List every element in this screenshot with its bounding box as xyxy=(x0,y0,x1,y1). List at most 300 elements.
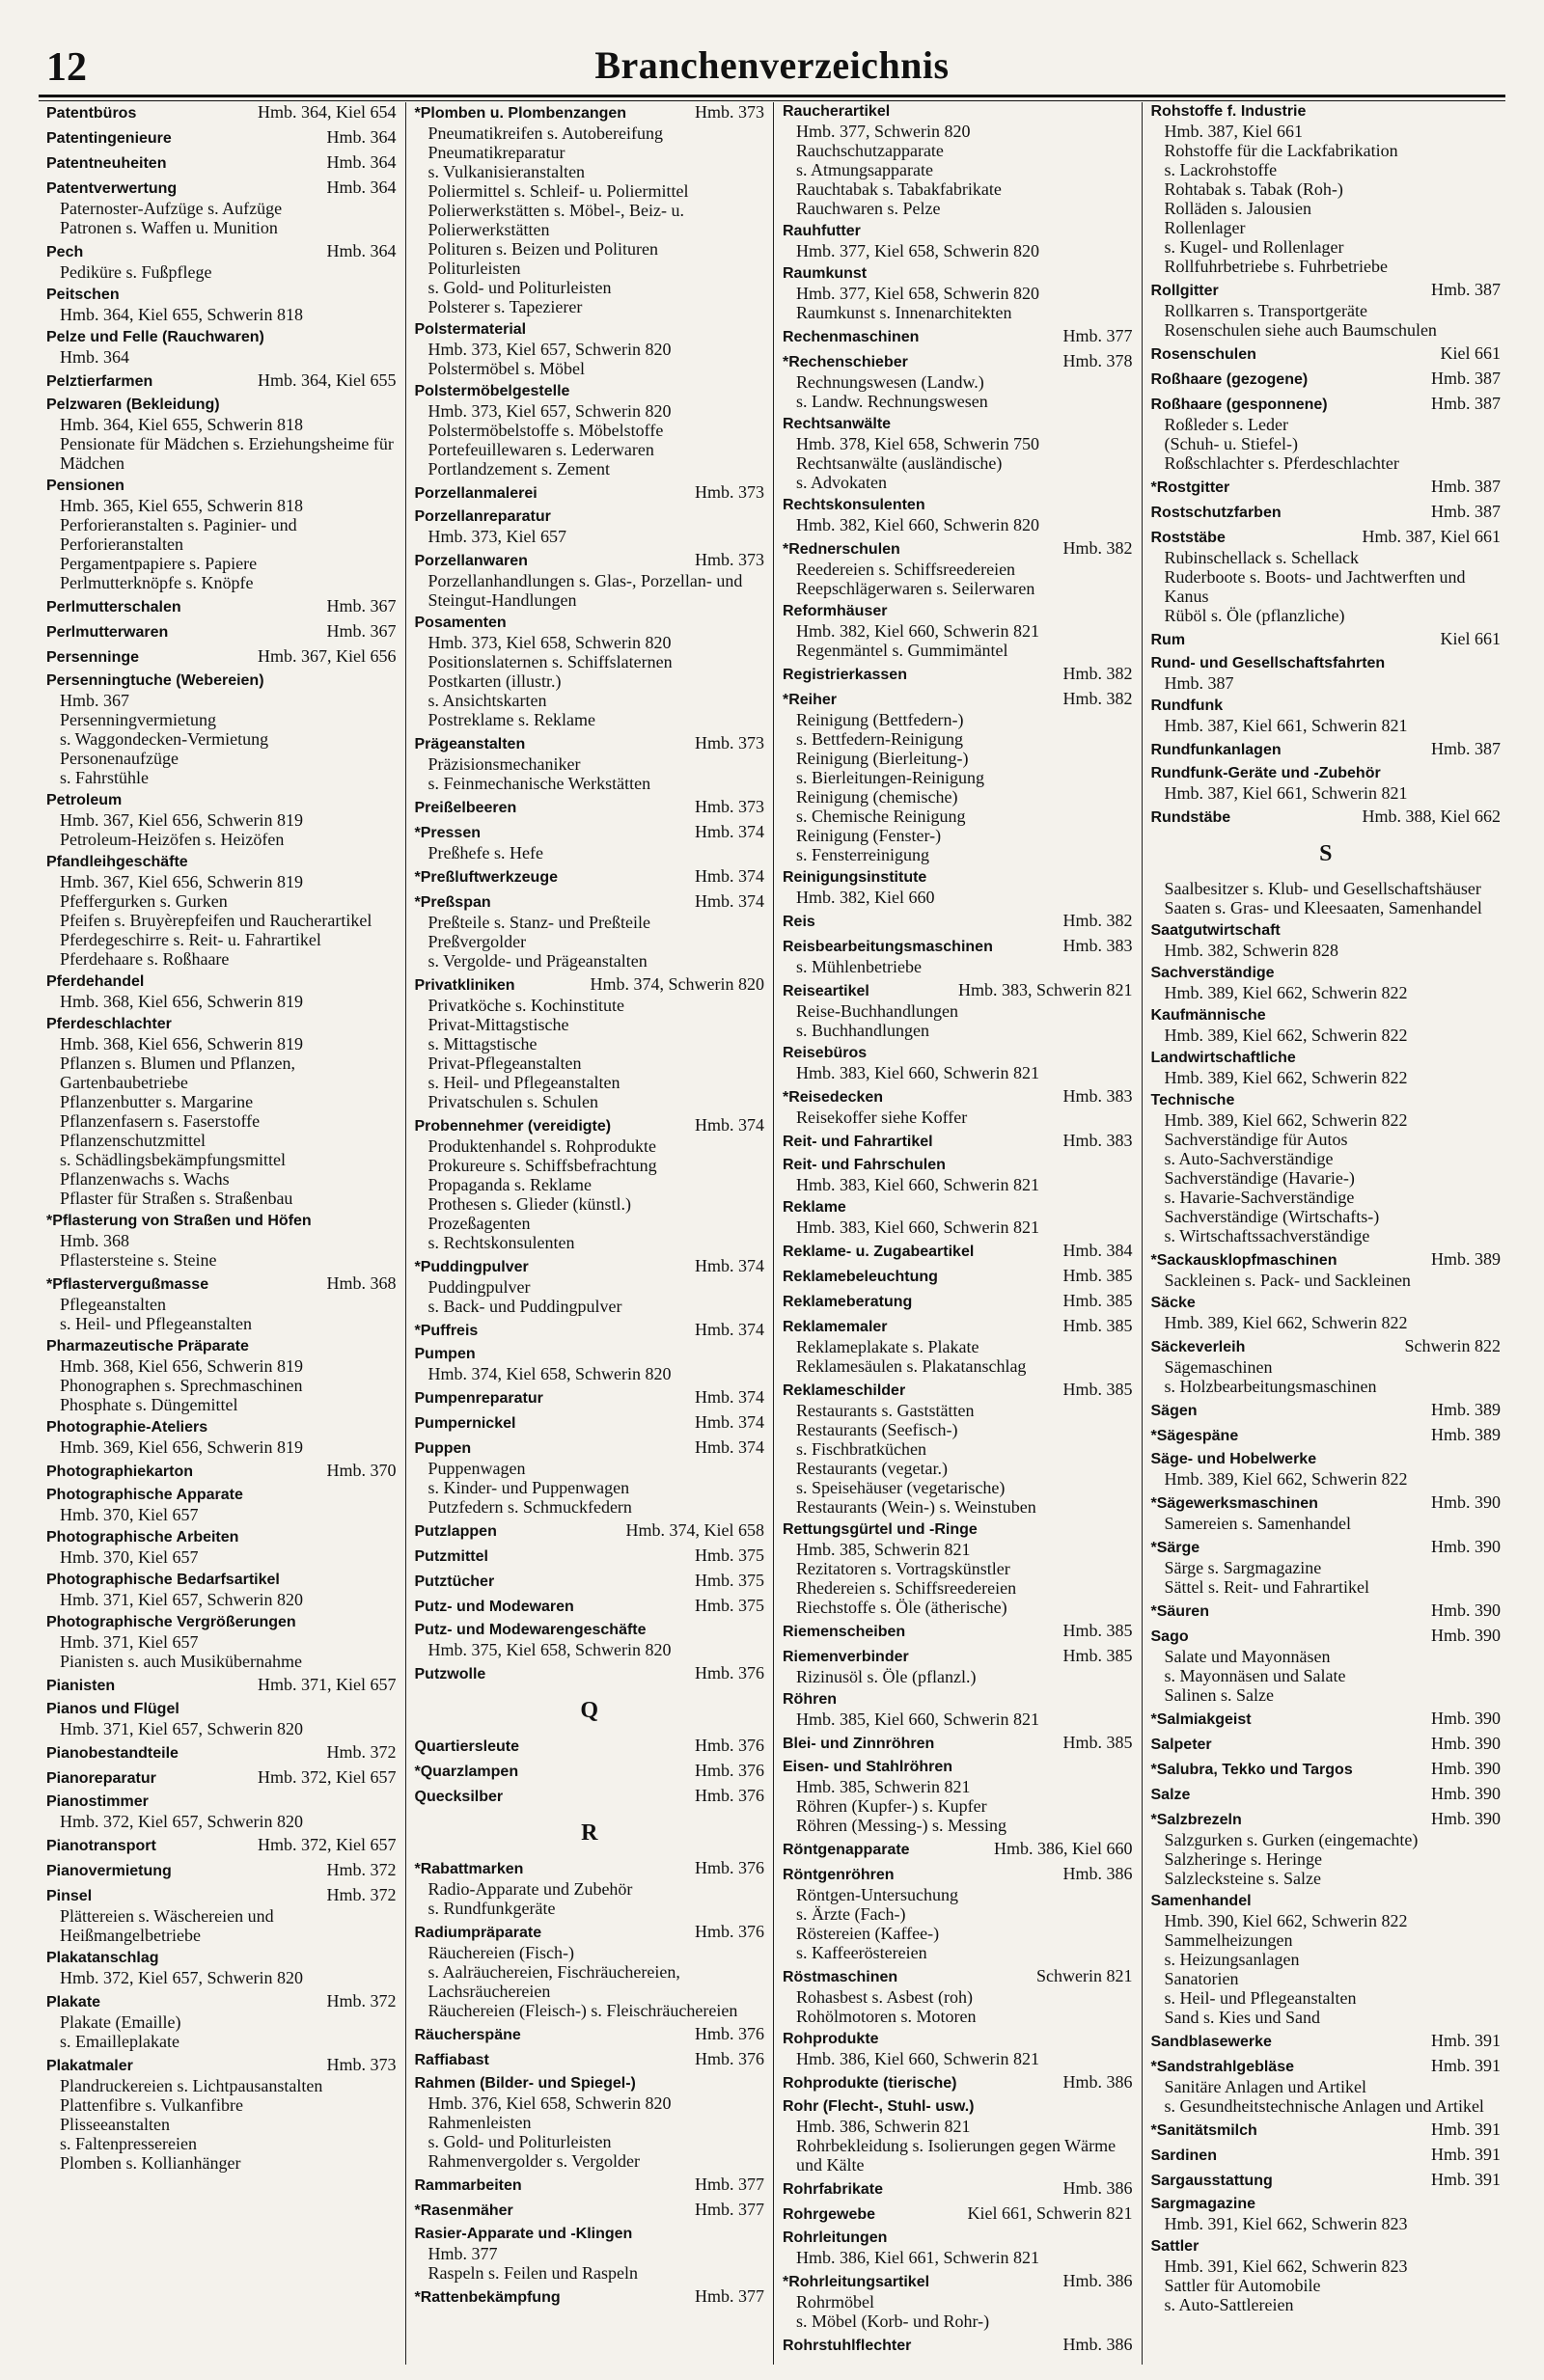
directory-entry xyxy=(415,2225,765,2283)
entry-heading: Reklamemaler xyxy=(783,1319,888,1335)
entry-heading-line xyxy=(415,507,765,527)
entry-heading: *Rechenschieber xyxy=(783,354,908,370)
entry-line: Pflanzenschutzmittel xyxy=(60,1131,206,1150)
entry-line: s. Heil- und Pflegeanstalten xyxy=(1164,1988,1357,2008)
directory-entry xyxy=(415,1520,765,1542)
entry-heading-line xyxy=(783,911,1133,932)
entry-heading: *Pflastervergußmasse xyxy=(46,1276,209,1293)
directory-entry xyxy=(415,891,765,971)
entry-line: s. Feinmechanische Werkstätten xyxy=(427,774,651,793)
entry-line: Pflanzenbutter s. Margarine xyxy=(60,1092,254,1111)
directory-entry xyxy=(1151,2195,1502,2233)
entry-line: Privat-Pflegeanstalten xyxy=(427,1053,582,1073)
entry-reference: Hmb. 374 xyxy=(695,891,764,911)
entry-reference: Hmb. 376 xyxy=(695,1761,764,1780)
entry-heading: Sattler xyxy=(1150,2238,1199,2255)
entry-line: s. Aalräuchereien, Fischräuchereien, Lachsräuchereien xyxy=(427,1962,680,2001)
entry-line: Reise-Buchhandlungen xyxy=(796,1001,958,1021)
entry-reference: Hmb. 391 xyxy=(1431,2145,1501,2164)
entry-heading-line xyxy=(783,1839,1133,1860)
entry-line: Hmb. 382, Kiel 660, Schwerin 820 xyxy=(796,515,1039,534)
entry-heading: Rollgitter xyxy=(1150,283,1219,299)
entry-heading: Röhren xyxy=(783,1691,837,1708)
page-title: Branchenverzeichnis xyxy=(594,43,950,87)
directory-entry xyxy=(1151,1425,1502,1446)
directory-entry xyxy=(46,1860,397,1881)
directory-entry xyxy=(783,980,1133,1040)
directory-entry xyxy=(415,1115,765,1252)
entry-line: Hmb. 374, Kiel 658, Schwerin 820 xyxy=(427,1364,672,1383)
entry-reference: Hmb. 390 xyxy=(1431,1492,1501,1512)
entry-heading: *Sägespäne xyxy=(1150,1428,1239,1444)
entry-reference: Hmb. 372 xyxy=(326,1991,397,2011)
entry-line: Prothesen s. Glieder (künstl.) xyxy=(427,1194,631,1214)
entry-heading-line xyxy=(783,1044,1133,1063)
directory-entry xyxy=(783,1131,1133,1152)
entry-heading: Porzellanwaren xyxy=(414,553,528,569)
entry-reference: Hmb. 374, Kiel 658 xyxy=(625,1520,764,1540)
directory-entry xyxy=(46,1700,397,1738)
entry-heading-line xyxy=(1151,394,1502,415)
entry-line: (Schuh- u. Stiefel-) xyxy=(1164,434,1298,453)
entry-reference: Hmb. 375 xyxy=(695,1596,764,1615)
entry-line: Pneumatikreifen s. Autobereifung xyxy=(427,123,663,143)
directory-entry xyxy=(1151,280,1502,340)
entry-heading-line xyxy=(783,1086,1133,1108)
entry-heading: Reklame- u. Zugabeartikel xyxy=(783,1244,975,1260)
directory-entry xyxy=(1151,2056,1502,2116)
entry-heading-line xyxy=(415,1345,765,1364)
directory-entry xyxy=(415,2074,765,2171)
entry-line: Rahmenleisten xyxy=(427,2113,532,2132)
entry-heading-line xyxy=(415,2049,765,2070)
entry-reference: Hmb. 387 xyxy=(1431,394,1501,413)
entry-heading: Rohr (Flecht-, Stuhl- usw.) xyxy=(783,2098,975,2115)
directory-entry xyxy=(1151,807,1502,828)
directory-entry xyxy=(46,1528,397,1567)
entry-reference: Hmb. 391 xyxy=(1431,2170,1501,2189)
entry-heading: Rundfunk xyxy=(1150,698,1224,714)
directory-entry xyxy=(783,2097,1133,2175)
directory-entry xyxy=(46,241,397,282)
entry-heading-line xyxy=(783,2030,1133,2049)
entry-heading-line xyxy=(783,1733,1133,1754)
directory-entry xyxy=(415,1786,765,1807)
entry-heading-line xyxy=(783,1520,1133,1540)
entry-heading: Rostschutzfarben xyxy=(1150,505,1282,521)
entry-reference: Hmb. 386, Kiel 660 xyxy=(994,1839,1133,1858)
entry-line: Riechstoffe s. Öle (ätherische) xyxy=(796,1598,1007,1617)
entry-heading: *Särge xyxy=(1150,1540,1200,1556)
entry-heading: Rohprodukte xyxy=(783,2031,879,2047)
entry-line: Rüböl s. Öle (pflanzliche) xyxy=(1164,606,1345,625)
directory-entry xyxy=(46,1418,397,1457)
entry-line: Hmb. 387, Kiel 661 xyxy=(1164,122,1303,141)
directory-entry xyxy=(783,1733,1133,1754)
entry-heading: Roßhaare (gezogene) xyxy=(1150,371,1309,388)
directory-entry xyxy=(46,853,397,969)
entry-heading: Rundfunkanlagen xyxy=(1150,742,1282,758)
entry-reference: Hmb. 390 xyxy=(1431,1784,1501,1803)
entry-reference: Hmb. 388, Kiel 662 xyxy=(1362,807,1501,826)
entry-heading-line xyxy=(783,1156,1133,1175)
entry-heading: Putzmittel xyxy=(414,1548,488,1565)
directory-entry xyxy=(415,1256,765,1316)
entry-line: s. Schädlingsbekämpfungsmittel xyxy=(60,1150,286,1169)
entry-line: Reinigung (Bettfedern-) xyxy=(796,710,964,729)
entry-heading-line xyxy=(46,646,397,668)
entry-line: s. Fahrstühle xyxy=(60,768,149,787)
entry-heading: Reklamebeleuchtung xyxy=(783,1269,938,1285)
entry-line: Rohölmotoren s. Motoren xyxy=(796,2007,977,2026)
entry-heading: Rundstäbe xyxy=(1150,809,1231,826)
entry-reference: Hmb. 382 xyxy=(1062,911,1133,930)
entry-heading: Räucherspäne xyxy=(414,2027,521,2043)
entry-heading: Pumpen xyxy=(414,1346,476,1362)
entry-heading-line xyxy=(415,1520,765,1542)
directory-entry xyxy=(783,1864,1133,1962)
entry-heading-line xyxy=(415,866,765,888)
entry-heading-line xyxy=(783,2203,1133,2225)
entry-line: Hmb. 372, Kiel 657, Schwerin 820 xyxy=(60,1968,303,1987)
entry-line: Saalbesitzer s. Klub- und Gesellschaftshäuser xyxy=(1164,879,1481,898)
entry-heading: Rahmen (Bilder- und Spiegel-) xyxy=(414,2075,636,2092)
entry-line: Privatschulen s. Schulen xyxy=(427,1092,598,1111)
entry-line: Sägemaschinen xyxy=(1164,1357,1273,1377)
entry-heading-line xyxy=(46,596,397,617)
entry-reference: Hmb. 372, Kiel 657 xyxy=(258,1767,397,1787)
directory-entry xyxy=(1151,502,1502,523)
entry-line: s. Ärzte (Fach-) xyxy=(796,1904,906,1924)
entry-line: Rohasbest s. Asbest (roh) xyxy=(796,1987,973,2007)
entry-reference: Hmb. 391 xyxy=(1431,2120,1501,2139)
page-header xyxy=(39,37,1505,96)
entry-line: Reinigung (Bierleitung-) xyxy=(796,749,969,768)
entry-reference: Hmb. 382 xyxy=(1062,538,1133,558)
entry-heading: Roßhaare (gesponnene) xyxy=(1150,397,1328,413)
entry-heading: Patentneuheiten xyxy=(46,155,167,172)
entry-heading: Blei- und Zinnröhren xyxy=(783,1736,935,1752)
entry-heading-line xyxy=(415,1256,765,1277)
entry-line: Paternoster-Aufzüge s. Aufzüge xyxy=(60,199,283,218)
entry-line: Räuchereien (Fleisch-) s. Fleischräuchereien xyxy=(427,2001,738,2020)
entry-heading-line xyxy=(783,1646,1133,1667)
entry-heading: Pianotransport xyxy=(46,1838,156,1854)
entry-line: Hmb. 382, Kiel 660, Schwerin 821 xyxy=(796,621,1039,641)
entry-line: Hmb. 387 xyxy=(1164,673,1234,693)
entry-heading: *Puffreis xyxy=(414,1323,479,1339)
entry-heading: Rundfunk-Geräte und -Zubehör xyxy=(1150,765,1381,781)
entry-reference: Hmb. 383 xyxy=(1062,936,1133,955)
entry-heading: Sargausstattung xyxy=(1150,2173,1273,2189)
entry-reference: Hmb. 387 xyxy=(1431,477,1501,496)
entry-heading-line xyxy=(415,2074,765,2093)
entry-line: Regenmäntel s. Gummimäntel xyxy=(796,641,1008,660)
entry-heading-line xyxy=(46,1571,397,1590)
entry-heading: *Puddingpulver xyxy=(414,1259,529,1275)
directory-entry xyxy=(1151,394,1502,473)
entry-reference: Hmb. 390 xyxy=(1431,1626,1501,1645)
entry-heading: Photographiekarton xyxy=(46,1464,194,1480)
entry-line: Hmb. 389, Kiel 662, Schwerin 822 xyxy=(1164,1068,1408,1087)
entry-reference: Hmb. 371, Kiel 657 xyxy=(258,1675,397,1694)
entry-line: Rohrmöbel xyxy=(796,2292,874,2312)
entry-line: Pediküre s. Fußpflege xyxy=(60,262,212,282)
entry-reference: Hmb. 391 xyxy=(1431,2056,1501,2075)
directory-entry xyxy=(783,1291,1133,1312)
entry-heading: Pianos und Flügel xyxy=(46,1701,179,1717)
directory-entry xyxy=(46,1613,397,1671)
entry-reference: Hmb. 376 xyxy=(695,1736,764,1755)
entry-heading-line xyxy=(1151,921,1502,941)
entry-reference: Hmb. 372 xyxy=(326,1742,397,1762)
directory-entry xyxy=(415,822,765,862)
directory-entry xyxy=(415,2049,765,2070)
entry-line: Rhedereien s. Schiffsreedereien xyxy=(796,1578,1017,1598)
entry-reference: Hmb. 374 xyxy=(695,1256,764,1275)
entry-heading: Photographische Apparate xyxy=(46,1487,243,1503)
directory-entry xyxy=(783,2178,1133,2200)
entry-line: Plakate (Emaille) xyxy=(60,2012,181,2032)
entry-heading-line xyxy=(1151,1759,1502,1780)
entry-heading-line xyxy=(1151,1809,1502,1830)
entry-reference: Hmb. 385 xyxy=(1062,1316,1133,1335)
entry-line: Persenningvermietung xyxy=(60,710,216,729)
entry-line: Rohstoffe für die Lackfabrikation xyxy=(1164,141,1398,160)
entry-heading: Rohrfabrikate xyxy=(783,2181,884,2198)
entry-heading: Reklameberatung xyxy=(783,1294,913,1310)
entry-line: Plattenfibre s. Vulkanfibre xyxy=(60,2095,244,2115)
entry-heading: Rechtsanwälte xyxy=(783,416,892,432)
directory-entry xyxy=(783,326,1133,347)
entry-line: Restaurants (Wein-) s. Weinstuben xyxy=(796,1497,1036,1517)
directory-entry xyxy=(1151,921,1502,960)
entry-heading-line xyxy=(783,1758,1133,1777)
entry-heading: Perlmutterschalen xyxy=(46,599,181,616)
entry-line: Preßhefe s. Hefe xyxy=(427,843,543,862)
entry-line: Hmb. 371, Kiel 657, Schwerin 820 xyxy=(60,1590,303,1609)
entry-heading: Pech xyxy=(46,244,84,260)
entry-line: Rollenlager xyxy=(1164,218,1246,237)
entry-reference: Hmb. 377 xyxy=(695,2286,764,2306)
directory-entry xyxy=(46,102,397,123)
directory-entry xyxy=(1151,1784,1502,1805)
entry-heading: Puppen xyxy=(414,1440,472,1457)
directory-entry xyxy=(46,1212,397,1270)
directory-entry xyxy=(46,152,397,174)
entry-reference: Hmb. 390 xyxy=(1431,1809,1501,1828)
entry-reference: Hmb. 382 xyxy=(1062,689,1133,708)
entry-heading-line xyxy=(46,1949,397,1968)
entry-heading: Plakate xyxy=(46,1994,101,2011)
entry-line: Hmb. 389, Kiel 662, Schwerin 822 xyxy=(1164,1026,1408,1045)
entry-reference: Hmb. 374 xyxy=(695,1437,764,1457)
entry-heading-line xyxy=(1151,102,1502,122)
entry-line: s. Advokaten xyxy=(796,473,887,492)
entry-heading-line xyxy=(415,1922,765,1943)
directory-entry xyxy=(1151,1049,1502,1087)
entry-heading-line xyxy=(46,1700,397,1719)
entry-heading-line xyxy=(783,2178,1133,2200)
entry-line: Pferdehaare s. Roßhaare xyxy=(60,949,230,969)
entry-line: s. Landw. Rechnungswesen xyxy=(796,392,988,411)
entry-line: Propaganda s. Reklame xyxy=(427,1175,592,1194)
directory-entry xyxy=(1151,739,1502,760)
entry-line: Restaurants (vegetar.) xyxy=(796,1459,948,1478)
directory-entry xyxy=(415,797,765,818)
directory-entry xyxy=(415,1663,765,1684)
directory-entry xyxy=(1151,879,1502,917)
entry-heading-line xyxy=(783,664,1133,685)
entry-heading: Polstermaterial xyxy=(414,321,527,338)
directory-entry xyxy=(783,1266,1133,1287)
entry-reference: Hmb. 385 xyxy=(1062,1266,1133,1285)
directory-entry xyxy=(46,1792,397,1831)
entry-heading-line xyxy=(415,797,765,818)
directory-entry xyxy=(46,1571,397,1609)
entry-heading: Rettungsgürtel und -Ringe xyxy=(783,1521,978,1538)
entry-line: Sachverständige (Havarie-) xyxy=(1164,1168,1355,1188)
entry-heading: Rohrstuhlflechter xyxy=(783,2338,912,2354)
entry-reference: Hmb. 364 xyxy=(326,152,397,172)
entry-heading-line xyxy=(46,1885,397,1906)
directory-entry xyxy=(46,2055,397,2173)
entry-heading: Persenningtuche (Webereien) xyxy=(46,672,264,689)
entry-heading-line xyxy=(415,1596,765,1617)
directory-entry xyxy=(1151,2145,1502,2166)
entry-line: Rollfuhrbetriebe s. Fuhrbetriebe xyxy=(1164,257,1388,276)
entry-heading-line xyxy=(46,972,397,992)
entry-heading: Persenninge xyxy=(46,649,140,666)
entry-heading-line xyxy=(1151,1450,1502,1469)
entry-reference: Hmb. 386 xyxy=(1062,2178,1133,2198)
directory-entry xyxy=(1151,369,1502,390)
entry-heading: Patentbüros xyxy=(46,105,137,122)
entry-line: Privat-Mittagstische xyxy=(427,1015,569,1034)
entry-reference: Hmb. 390 xyxy=(1431,1759,1501,1778)
directory-entry xyxy=(46,178,397,237)
entry-line: s. Heizungsanlagen xyxy=(1164,1950,1300,1969)
directory-entry xyxy=(1151,764,1502,803)
entry-heading: Kaufmännische xyxy=(1150,1007,1266,1024)
entry-heading-line xyxy=(415,1663,765,1684)
entry-heading: Riemenscheiben xyxy=(783,1624,906,1640)
entry-line: Phosphate s. Düngemittel xyxy=(60,1395,238,1414)
entry-line: Radio-Apparate und Zubehör xyxy=(427,1879,633,1899)
entry-line: Puddingpulver xyxy=(427,1277,531,1297)
entry-line: Sackleinen s. Pack- und Sackleinen xyxy=(1164,1271,1411,1290)
entry-line: s. Back- und Puddingpulver xyxy=(427,1297,622,1316)
entry-heading-line xyxy=(415,2286,765,2308)
entry-line: Hmb. 385, Schwerin 821 xyxy=(796,1777,971,1796)
entry-heading: Rauhfutter xyxy=(783,223,861,239)
entry-reference: Hmb. 386 xyxy=(1062,2335,1133,2354)
entry-heading-line xyxy=(783,1266,1133,1287)
entry-line: Hmb. 383, Kiel 660, Schwerin 821 xyxy=(796,1063,1039,1082)
entry-heading-line xyxy=(1151,629,1502,650)
entry-reference: Hmb. 385 xyxy=(1062,1646,1133,1665)
directory-entry xyxy=(1151,1892,1502,2027)
entry-heading-line xyxy=(46,1675,397,1696)
entry-heading-line xyxy=(1151,1734,1502,1755)
entry-reference: Hmb. 364 xyxy=(326,178,397,197)
directory-entry xyxy=(783,1758,1133,1835)
entry-line: Hmb. 371, Kiel 657, Schwerin 820 xyxy=(60,1719,303,1738)
entry-heading-line xyxy=(1151,1600,1502,1622)
entry-reference: Hmb. 374 xyxy=(695,1412,764,1432)
directory-entry xyxy=(1151,1450,1502,1489)
entry-heading-line xyxy=(46,1860,397,1881)
directory-entry xyxy=(783,1690,1133,1729)
entry-heading-line xyxy=(415,2225,765,2244)
header-rule xyxy=(39,95,1505,97)
directory-entry xyxy=(783,936,1133,976)
entry-reference: Hmb. 390 xyxy=(1431,1600,1501,1620)
entry-reference: Hmb. 389 xyxy=(1431,1425,1501,1444)
entry-line: s. Havarie-Sachverständige xyxy=(1164,1188,1355,1207)
entry-heading: Säge- und Hobelwerke xyxy=(1150,1451,1317,1467)
column-1 xyxy=(44,102,405,2365)
entry-reference: Hmb. 376 xyxy=(695,1858,764,1877)
entry-heading-line xyxy=(415,1571,765,1592)
entry-reference: Hmb. 385 xyxy=(1062,1621,1133,1640)
directory-entry xyxy=(415,482,765,504)
entry-heading-line xyxy=(46,178,397,199)
entry-reference: Hmb. 373 xyxy=(695,733,764,752)
entry-line: s. Möbel (Korb- und Rohr-) xyxy=(796,2312,990,2331)
entry-heading-line xyxy=(415,1546,765,1567)
entry-reference: Kiel 661 xyxy=(1440,629,1501,648)
directory-entry xyxy=(46,1015,397,1208)
entry-heading: Plakatmaler xyxy=(46,2058,133,2074)
entry-line: Pflaster für Straßen s. Straßenbau xyxy=(60,1189,293,1208)
header-rule-thin xyxy=(39,100,1505,101)
entry-heading-line xyxy=(783,2072,1133,2093)
entry-heading: *Rostgitter xyxy=(1150,479,1230,496)
entry-line: s. Vergolde- und Prägeanstalten xyxy=(427,951,648,971)
entry-line: s. Waggondecken-Vermietung xyxy=(60,729,269,749)
column-3 xyxy=(773,102,1142,2365)
entry-line: Hmb. 386, Schwerin 821 xyxy=(796,2117,971,2136)
directory-entry xyxy=(1151,1626,1502,1705)
entry-line: s. Auto-Sachverständige xyxy=(1164,1149,1334,1168)
entry-heading-line xyxy=(1151,369,1502,390)
entry-line: s. Rechtskonsulenten xyxy=(427,1233,575,1252)
directory-entry xyxy=(783,538,1133,598)
directory-entry xyxy=(46,671,397,787)
directory-entry xyxy=(783,415,1133,492)
entry-reference: Hmb. 387 xyxy=(1431,280,1501,299)
entry-line: Sanatorien xyxy=(1164,1969,1239,1988)
entry-heading: Reformhäuser xyxy=(783,603,888,619)
entry-line: Rauchwaren s. Pelze xyxy=(796,199,941,218)
entry-heading: Pianisten xyxy=(46,1678,116,1694)
entry-line: Reinigung (Fenster-) xyxy=(796,826,942,845)
directory-entry xyxy=(783,2030,1133,2068)
entry-heading-line xyxy=(783,415,1133,434)
entry-line: Rohrbekleidung s. Isolierungen gegen Wärme und Kälte xyxy=(796,2136,1117,2175)
entry-heading: Reisebüros xyxy=(783,1045,868,1061)
entry-heading: Reklame xyxy=(783,1199,846,1216)
entry-heading-line xyxy=(415,1736,765,1757)
entry-line: Räuchereien (Fisch-) xyxy=(427,1943,574,1962)
entry-line: Rosenschulen siehe auch Baumschulen xyxy=(1164,320,1437,340)
entry-heading: Riemenverbinder xyxy=(783,1649,909,1665)
directory-entry xyxy=(1151,1400,1502,1421)
entry-reference: Hmb. 376 xyxy=(695,2049,764,2068)
directory-entry xyxy=(1151,477,1502,498)
entry-heading: Pelzwaren (Bekleidung) xyxy=(46,397,220,413)
